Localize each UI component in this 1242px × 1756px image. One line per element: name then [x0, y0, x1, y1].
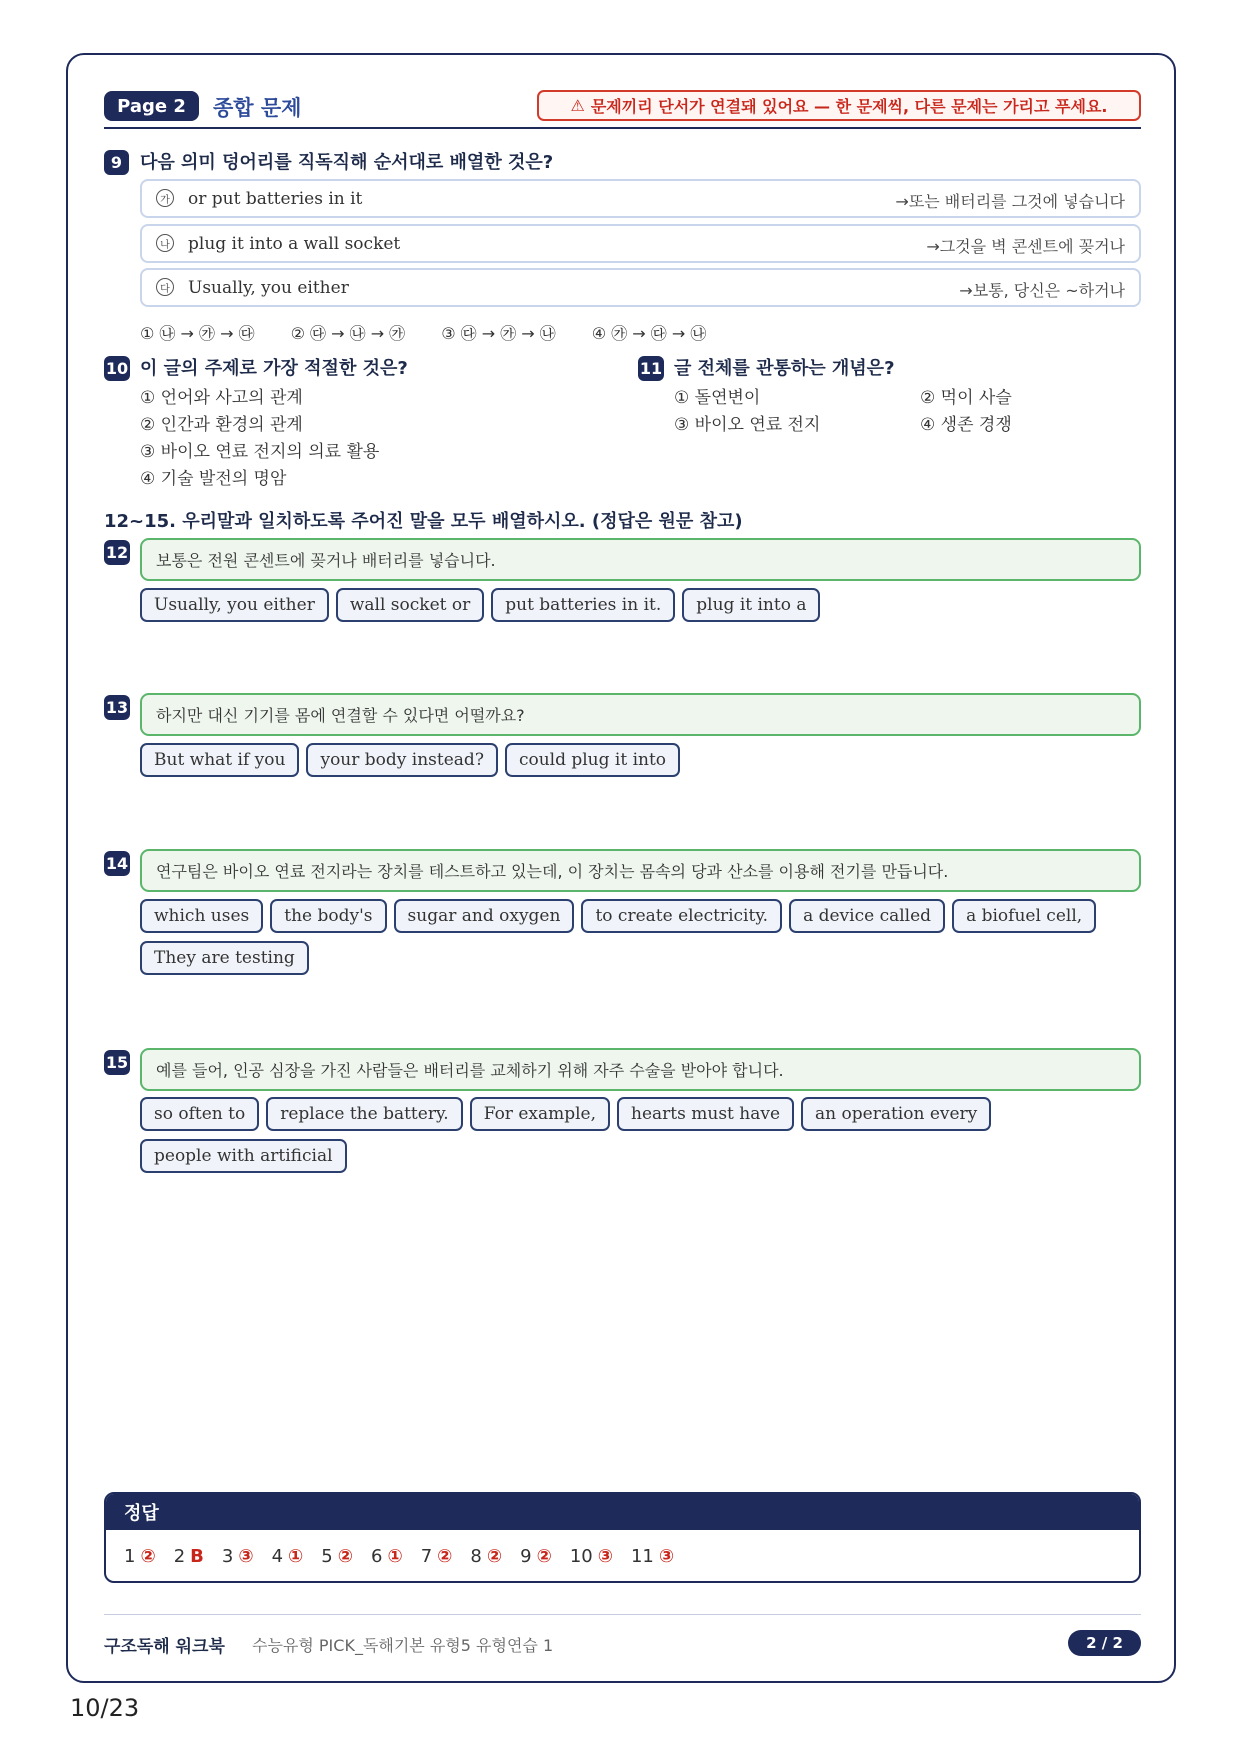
answer-item: 3 ③ [221, 1546, 254, 1567]
q12-number-badge: 12 [104, 540, 130, 565]
answer-key [104, 1492, 1141, 1583]
q10-option[interactable]: ④ 기술 발전의 명암 [140, 469, 287, 489]
answer-item: 2 B [173, 1546, 204, 1567]
circled-mark-icon: 나 [156, 234, 174, 252]
q13-korean-sentence: 하지만 대신 기기를 몸에 연결할 수 있다면 어떨까요? [140, 693, 1141, 736]
footer-subtitle: 수능유형 PICK_독해기본 유형5 유형연습 1 [252, 1636, 554, 1655]
circled-mark-icon: 가 [156, 189, 174, 207]
answer-item: 11 ③ [630, 1546, 675, 1567]
word-chunk[interactable]: your body instead? [306, 743, 497, 777]
word-chunk[interactable]: For example, [470, 1097, 610, 1131]
q11-option[interactable]: ② 먹이 사슬 [920, 388, 1012, 408]
warning-text: 문제끼리 단서가 연결돼 있어요 — 한 문제씩, 다른 문제는 가리고 푸세요. [590, 97, 1108, 116]
q9-question: 다음 의미 덩어리를 직독직해 순서대로 배열한 것은? [140, 152, 554, 173]
answer-item: 9 ② [520, 1546, 552, 1567]
q12-korean-sentence: 보통은 전원 콘센트에 꽂거나 배터리를 넣습니다. [140, 538, 1141, 581]
word-chunk[interactable]: the body's [270, 899, 386, 933]
word-chunk[interactable]: hearts must have [617, 1097, 794, 1131]
q11-option[interactable]: ④ 생존 경쟁 [920, 415, 1012, 435]
q10-question: 이 글의 주제로 가장 적절한 것은? [140, 358, 408, 379]
answer-key-title: 정답 [106, 1494, 1139, 1530]
word-chunk[interactable]: But what if you [140, 743, 299, 777]
word-chunk[interactable]: put batteries in it. [491, 588, 675, 622]
q9-option[interactable]: ① ㉯ → ㉮ → ㉰ [140, 324, 255, 343]
answer-list [106, 1530, 1139, 1583]
answer-item: 5 ② [321, 1546, 353, 1567]
header-divider [104, 127, 1141, 129]
q11-option[interactable]: ① 돌연변이 [674, 388, 761, 408]
word-chunk[interactable]: could plug it into [505, 743, 680, 777]
chunk-korean: →보통, 당신은 ~하거나 [959, 281, 1125, 300]
chunk-korean: →그것을 벽 콘센트에 꽂거나 [926, 237, 1125, 256]
chunk-korean: →또는 배터리를 그것에 넣습니다 [895, 192, 1125, 211]
q10-option[interactable]: ② 인간과 환경의 관계 [140, 415, 303, 435]
word-chunk[interactable]: so often to [140, 1097, 259, 1131]
circled-mark-icon: 다 [156, 278, 174, 296]
answer-item: 10 ③ [569, 1546, 613, 1567]
q9-options [140, 321, 706, 344]
q13-number-badge: 13 [104, 695, 130, 720]
q10-options [140, 385, 379, 493]
q14-korean-sentence: 연구팀은 바이오 연료 전지라는 장치를 테스트하고 있는데, 이 장치는 몸속의 당과 산소를 이용해 전기를 만듭니다. [140, 849, 1141, 892]
word-chunk[interactable]: They are testing [140, 941, 309, 975]
footer-title: 구조독해 워크북 [104, 1637, 225, 1657]
page-label-badge: Page 2 [104, 91, 199, 121]
q14-chunk-bank [140, 899, 1141, 975]
q14-number-badge: 14 [104, 851, 130, 876]
q9-number-badge: 9 [104, 150, 129, 175]
chunk-english: or put batteries in it [188, 189, 363, 209]
q10-option[interactable]: ③ 바이오 연료 전지의 의료 활용 [140, 442, 380, 462]
chunk-english: plug it into a wall socket [188, 234, 401, 254]
q9-chunk [140, 224, 1141, 263]
word-chunk[interactable]: to create electricity. [581, 899, 782, 933]
q12-chunk-bank [140, 588, 1141, 622]
q9-option[interactable]: ③ ㉰ → ㉮ → ㉯ [441, 324, 556, 343]
word-chunk[interactable]: replace the battery. [266, 1097, 463, 1131]
word-chunk[interactable]: Usually, you either [140, 588, 329, 622]
answer-item: 4 ① [271, 1546, 304, 1567]
page-counter: 10/23 [70, 1694, 140, 1722]
q9-chunk [140, 179, 1141, 218]
chunk-english: Usually, you either [188, 278, 349, 298]
q11-options-right [920, 385, 1012, 439]
warning-banner [537, 90, 1141, 121]
q11-options-left [674, 385, 820, 439]
word-chunk[interactable]: plug it into a [682, 588, 820, 622]
word-chunk[interactable]: wall socket or [336, 588, 484, 622]
q10-number-badge: 10 [104, 356, 130, 381]
arrange-instruction: 12~15. 우리말과 일치하도록 주어진 말을 모두 배열하시오. (정답은 원문 참고) [104, 511, 743, 532]
word-chunk[interactable]: a biofuel cell, [952, 899, 1096, 933]
answer-item: 1 ② [124, 1546, 156, 1567]
q9-option[interactable]: ④ ㉮ → ㉰ → ㉯ [591, 324, 707, 343]
word-chunk[interactable]: an operation every [801, 1097, 991, 1131]
answer-item: 8 ② [470, 1546, 503, 1567]
q15-chunk-bank [140, 1097, 1141, 1173]
footer-page-badge: 2 / 2 [1068, 1630, 1141, 1656]
q13-chunk-bank [140, 743, 1141, 777]
q9-chunk [140, 268, 1141, 307]
footer-divider [104, 1614, 1141, 1615]
q11-question: 글 전체를 관통하는 개념은? [674, 358, 895, 379]
q11-option[interactable]: ③ 바이오 연료 전지 [674, 415, 821, 435]
q15-korean-sentence: 예를 들어, 인공 심장을 가진 사람들은 배터리를 교체하기 위해 자주 수술을 받아야 합니다. [140, 1048, 1141, 1091]
word-chunk[interactable]: sugar and oxygen [394, 899, 575, 933]
warning-icon: ⚠ [570, 96, 585, 115]
word-chunk[interactable]: a device called [789, 899, 945, 933]
section-title: 종합 문제 [213, 96, 302, 120]
answer-item: 7 ② [420, 1546, 453, 1567]
word-chunk[interactable]: people with artificial [140, 1139, 347, 1173]
q9-option[interactable]: ② ㉰ → ㉯ → ㉮ [290, 324, 406, 343]
q11-number-badge: 11 [638, 356, 664, 381]
q15-number-badge: 15 [104, 1050, 130, 1075]
answer-item: 6 ① [371, 1546, 403, 1567]
word-chunk[interactable]: which uses [140, 899, 263, 933]
q10-option[interactable]: ① 언어와 사고의 관계 [140, 388, 303, 408]
